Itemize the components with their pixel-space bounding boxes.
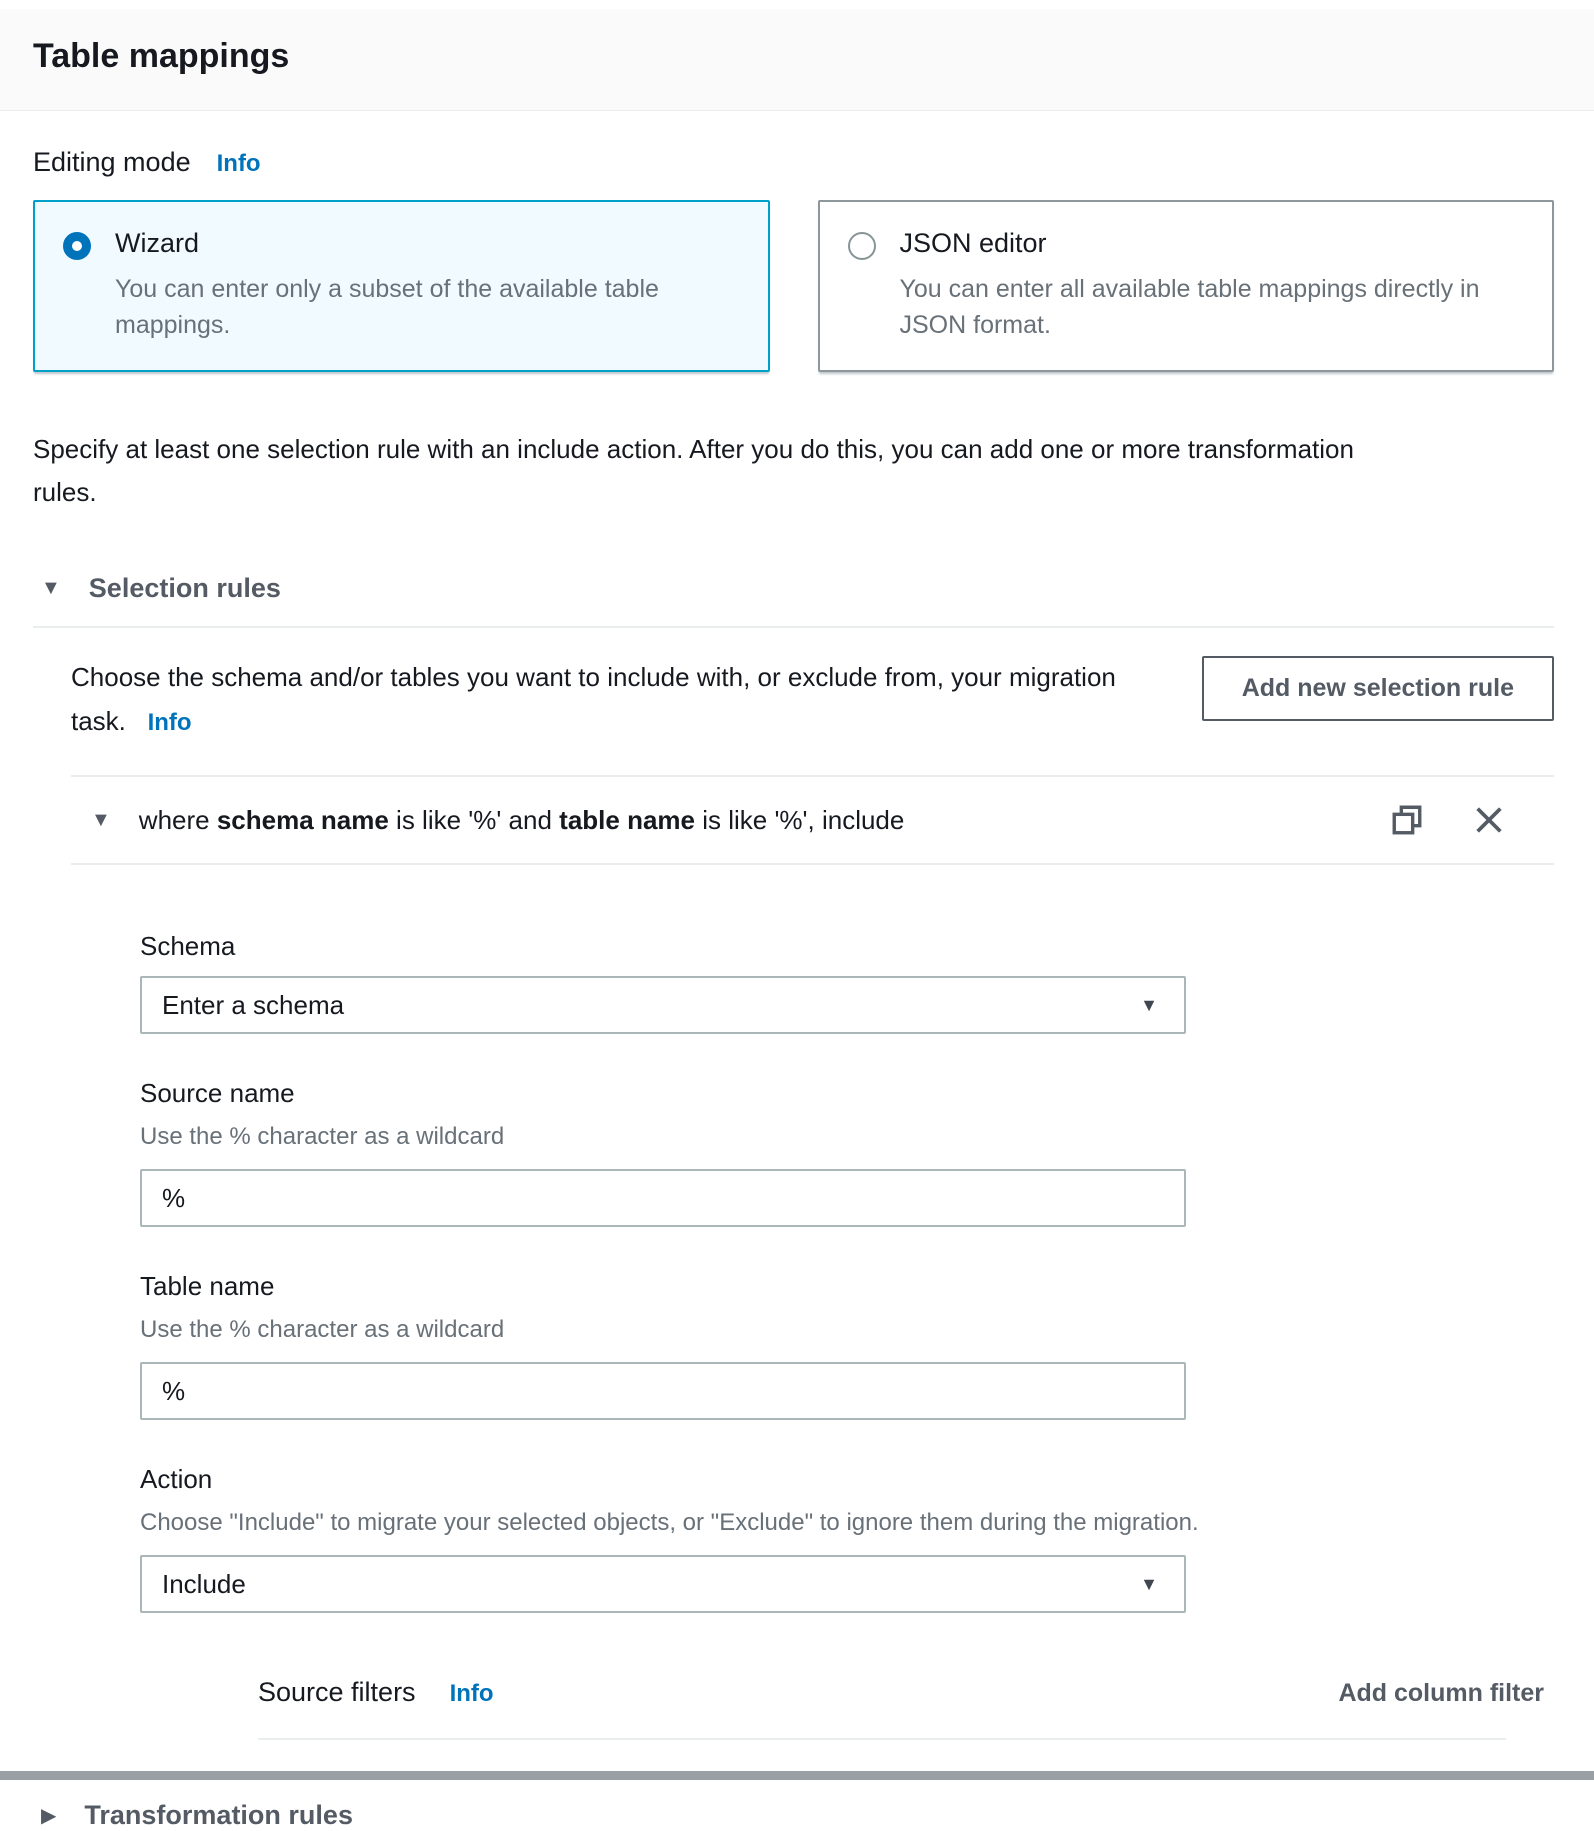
- selection-rules-heading: Selection rules: [88, 572, 281, 603]
- source-filters-row: [258, 1677, 1544, 1708]
- action-label: Action: [140, 1464, 213, 1495]
- action-helper: Choose "Include" to migrate your selected objects, or "Exclude" to ignore them during the migration.: [140, 1509, 1199, 1537]
- source-name-field-group: [140, 1078, 1554, 1227]
- selection-rule-form: [33, 865, 1554, 1740]
- caret-down-icon: ▼: [41, 577, 61, 600]
- top-strip: [0, 0, 1594, 9]
- option-desc-json-editor: You can enter all available table mappings directly in JSON format.: [899, 275, 1480, 340]
- remove-rule-button[interactable]: [1472, 803, 1506, 837]
- transformation-rules-section-header[interactable]: [41, 1800, 1554, 1831]
- selection-rule-header: [91, 777, 1506, 863]
- selection-rules-info-link[interactable]: Info: [147, 708, 192, 736]
- source-filters-info-link[interactable]: Info: [449, 1680, 494, 1708]
- editing-mode-option-wizard[interactable]: [33, 200, 770, 372]
- selection-rules-description: Choose the schema and/or tables you want to include with, or exclude from, your migration task. Info: [71, 661, 1116, 736]
- option-title-json-editor: JSON editor: [899, 228, 1047, 258]
- intro-text: Specify at least one selection rule with an include action. After you do this, you can add one or more transformation rules.: [33, 433, 1354, 508]
- table-name-label: Table name: [140, 1271, 275, 1302]
- source-name-helper: Use the % character as a wildcard: [140, 1123, 505, 1151]
- source-name-label: Source name: [140, 1078, 295, 1109]
- selection-rule-summary: where schema name is like '%' and table name is like '%', include: [138, 804, 905, 835]
- schema-field-group: [140, 931, 1554, 1034]
- source-filters-label: Source filters: [258, 1677, 416, 1708]
- selection-rules-section-header[interactable]: [33, 573, 1554, 628]
- close-icon: [1472, 803, 1506, 837]
- footer-bar: [0, 1771, 1594, 1780]
- panel-header: [0, 9, 1594, 111]
- editing-mode-options: [33, 200, 1554, 372]
- caret-down-icon: ▼: [1140, 995, 1158, 1016]
- table-name-field-group: [140, 1271, 1554, 1420]
- add-new-selection-rule-button[interactable]: Add new selection rule: [1202, 656, 1554, 721]
- page-title: Table mappings: [33, 37, 290, 75]
- schema-label: Schema: [140, 931, 236, 962]
- table-name-helper: Use the % character as a wildcard: [140, 1316, 505, 1344]
- editing-mode-info-link[interactable]: Info: [216, 150, 261, 177]
- schema-select[interactable]: [140, 976, 1186, 1034]
- copy-icon: [1390, 803, 1424, 837]
- action-field-group: [140, 1464, 1554, 1613]
- transformation-rules-heading: Transformation rules: [84, 1800, 353, 1831]
- editing-mode-option-json-editor[interactable]: [818, 200, 1555, 372]
- action-select-value: Include: [162, 1568, 246, 1599]
- divider: [258, 1738, 1506, 1740]
- caret-down-icon[interactable]: ▼: [91, 809, 111, 832]
- editing-mode-label: Editing mode: [33, 147, 191, 177]
- duplicate-rule-button[interactable]: [1390, 803, 1424, 837]
- source-name-input[interactable]: [140, 1169, 1186, 1227]
- action-select[interactable]: [140, 1555, 1186, 1613]
- selection-rules-description-row: [71, 656, 1554, 743]
- caret-down-icon: ▼: [1140, 1574, 1158, 1595]
- table-mappings-panel: [0, 111, 1594, 1831]
- radio-button-checked-icon[interactable]: [63, 232, 91, 260]
- option-desc-wizard: You can enter only a subset of the available table mappings.: [115, 275, 659, 340]
- table-name-input[interactable]: [140, 1362, 1186, 1420]
- radio-button-unchecked-icon[interactable]: [848, 232, 876, 260]
- editing-mode-row: [33, 147, 1554, 178]
- add-column-filter-button[interactable]: Add column filter: [1338, 1679, 1544, 1708]
- caret-right-icon: ▶: [41, 1804, 57, 1827]
- selection-rule-actions: [1390, 803, 1506, 837]
- option-title-wizard: Wizard: [115, 228, 200, 258]
- schema-select-value: Enter a schema: [162, 989, 345, 1020]
